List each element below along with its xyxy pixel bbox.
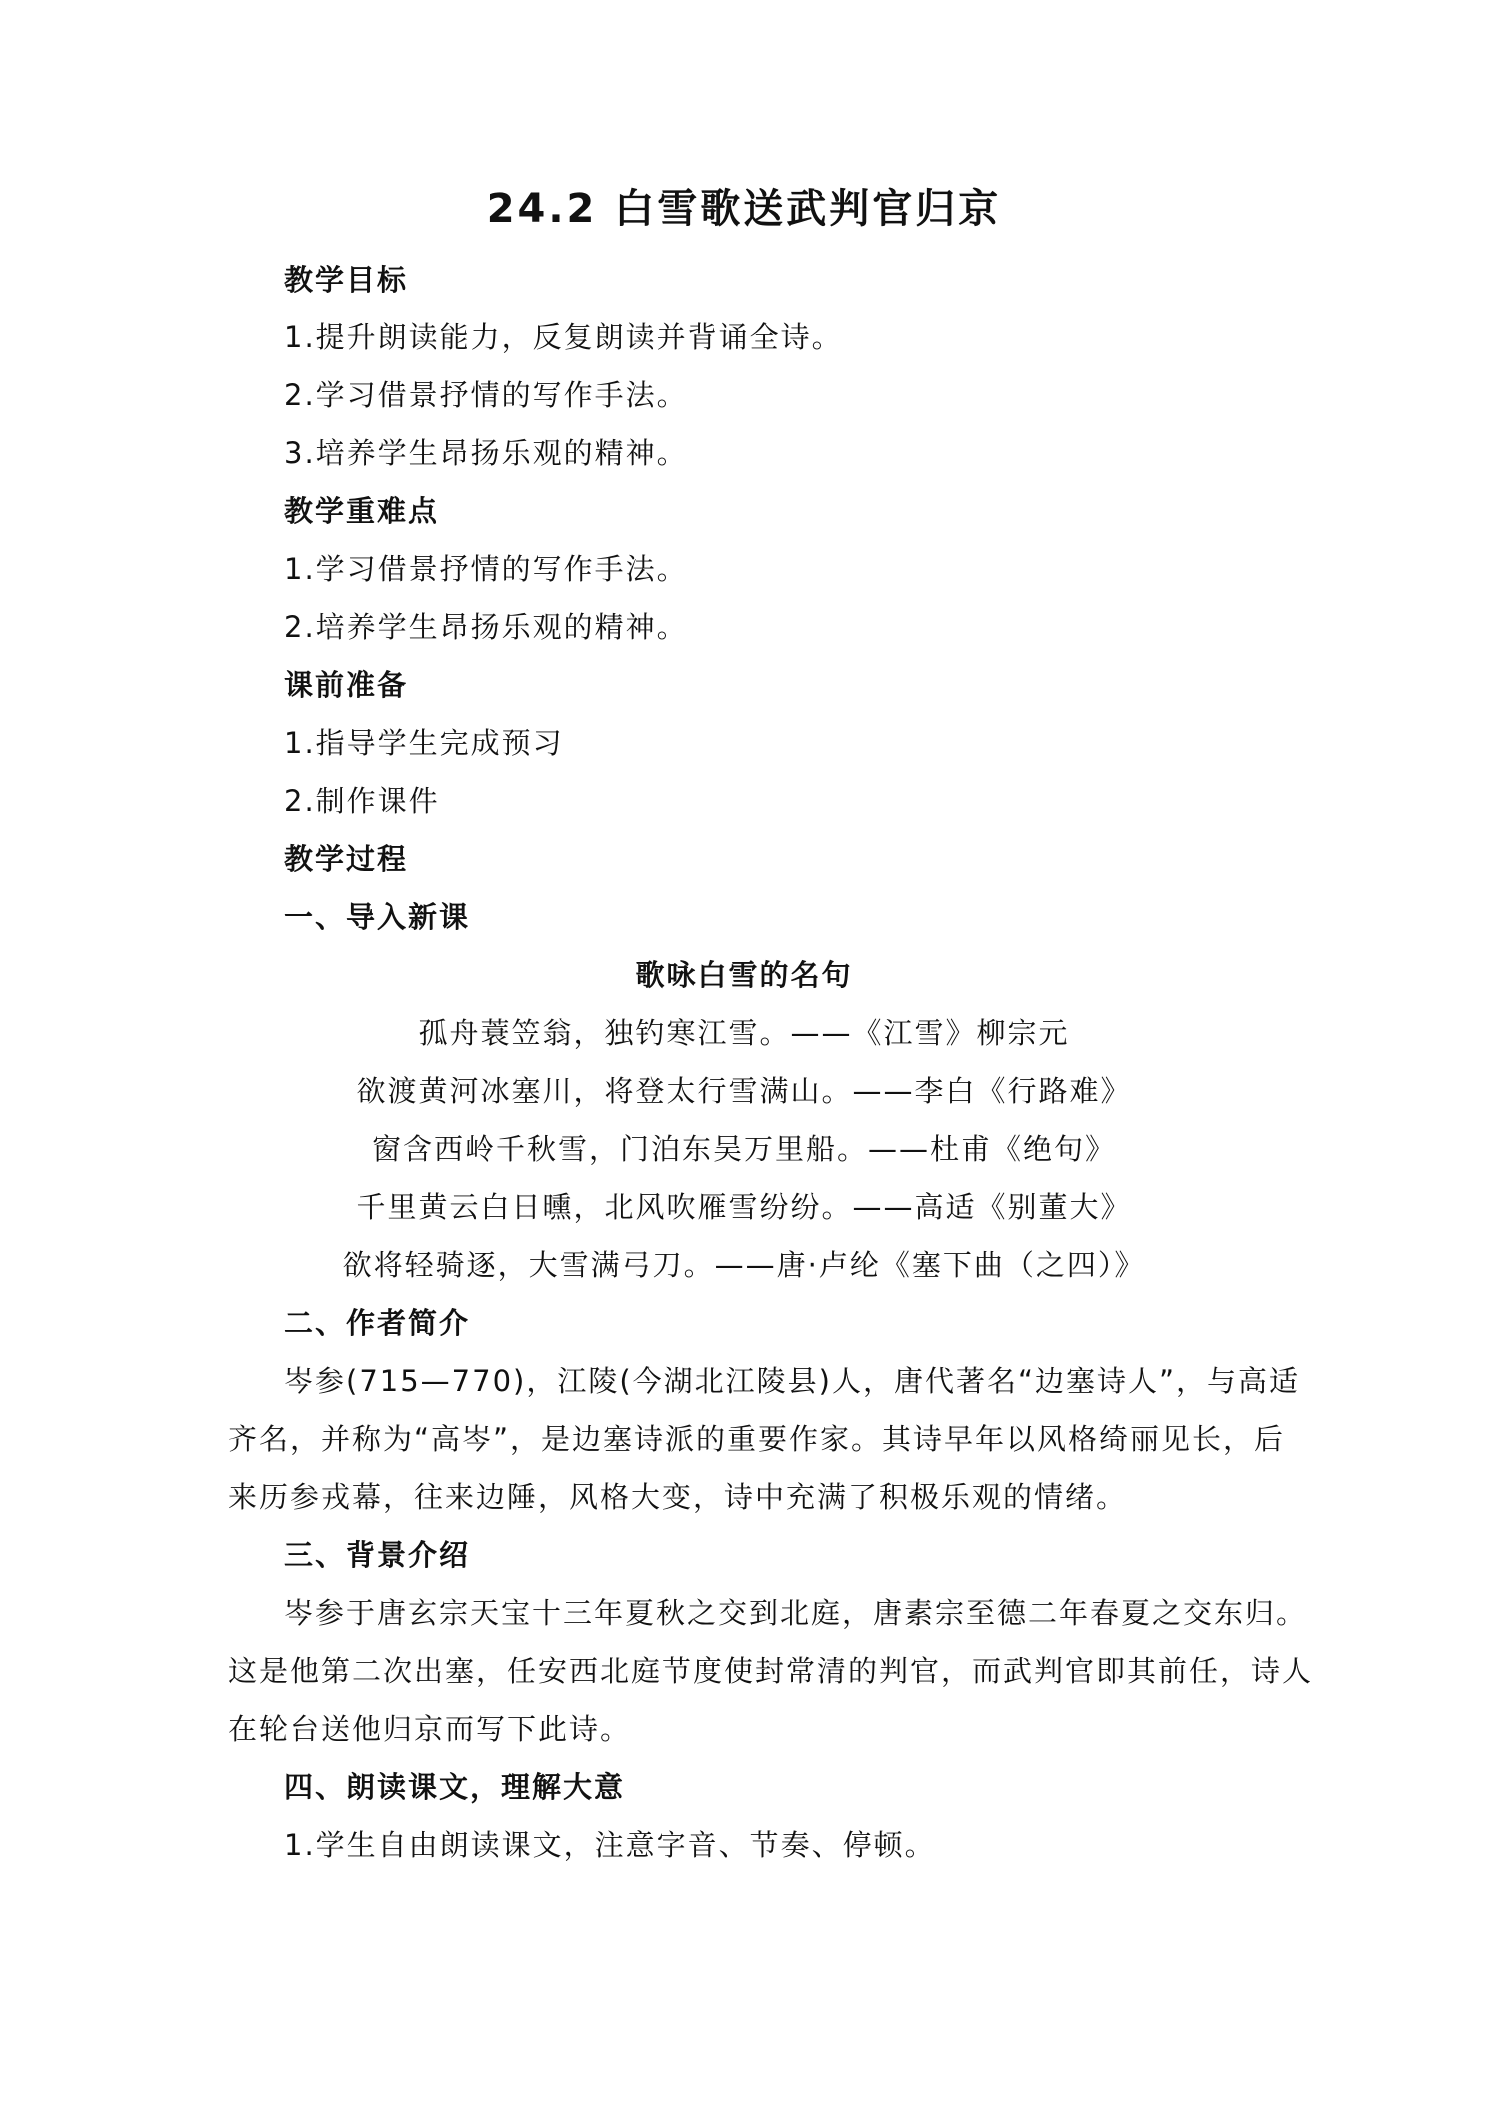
goal-item: 1.提升朗读能力，反复朗读并背诵全诗。 — [284, 320, 843, 354]
part3-heading: 三、背景介绍 — [284, 1538, 471, 1572]
background-paragraph-line: 岑参于唐玄宗天宝十三年夏秋之交到北庭，唐素宗至德二年春夏之交东归。 — [284, 1596, 1308, 1630]
key-point-item: 1.学习借景抒情的写作手法。 — [284, 552, 688, 586]
poem-line: 窗含西岭千秋雪，门泊东吴万里船。——杜甫《绝句》 — [371, 1132, 1116, 1166]
section-heading-goals: 教学目标 — [284, 263, 409, 297]
part4-heading: 四、朗读课文，理解大意 — [284, 1770, 626, 1804]
page-title: 24.2 白雪歌送武判官归京 — [486, 186, 1002, 232]
section-heading-key-points: 教学重难点 — [284, 494, 440, 528]
part4-item: 1.学生自由朗读课文，注意字音、节奏、停顿。 — [284, 1828, 936, 1862]
section-heading-process: 教学过程 — [284, 842, 409, 876]
goal-item: 3.培养学生昂扬乐观的精神。 — [284, 436, 688, 470]
background-paragraph-line: 在轮台送他归京而写下此诗。 — [228, 1712, 632, 1746]
part2-heading: 二、作者简介 — [284, 1306, 471, 1340]
poem-line: 欲将轻骑逐，大雪满弓刀。——唐·卢纶《塞下曲（之四）》 — [342, 1248, 1146, 1282]
key-point-item: 2.培养学生昂扬乐观的精神。 — [284, 610, 688, 644]
poems-title: 歌咏白雪的名句 — [635, 958, 853, 992]
poem-line: 千里黄云白日曛，北风吹雁雪纷纷。——高适《别董大》 — [356, 1190, 1132, 1224]
prep-item: 1.指导学生完成预习 — [284, 726, 564, 760]
author-paragraph-line: 来历参戎幕，往来边陲，风格大变，诗中充满了积极乐观的情绪。 — [228, 1480, 1128, 1514]
prep-item: 2.制作课件 — [284, 784, 440, 818]
part1-heading: 一、导入新课 — [284, 900, 471, 934]
poem-line: 孤舟蓑笠翁，独钓寒江雪。——《江雪》柳宗元 — [418, 1016, 1070, 1050]
goal-item: 2.学习借景抒情的写作手法。 — [284, 378, 688, 412]
author-paragraph-line: 齐名，并称为“高岑”，是边塞诗派的重要作家。其诗早年以风格绮丽见长，后 — [228, 1422, 1286, 1456]
author-paragraph-line: 岑参(715—770)，江陵(今湖北江陵县)人，唐代著名“边塞诗人”，与高适 — [284, 1364, 1301, 1398]
background-paragraph-line: 这是他第二次出塞，任安西北庭节度使封常清的判官，而武判官即其前任，诗人 — [228, 1654, 1314, 1688]
section-heading-prep: 课前准备 — [284, 668, 409, 702]
poem-line: 欲渡黄河冰塞川，将登太行雪满山。——李白《行路难》 — [356, 1074, 1132, 1108]
